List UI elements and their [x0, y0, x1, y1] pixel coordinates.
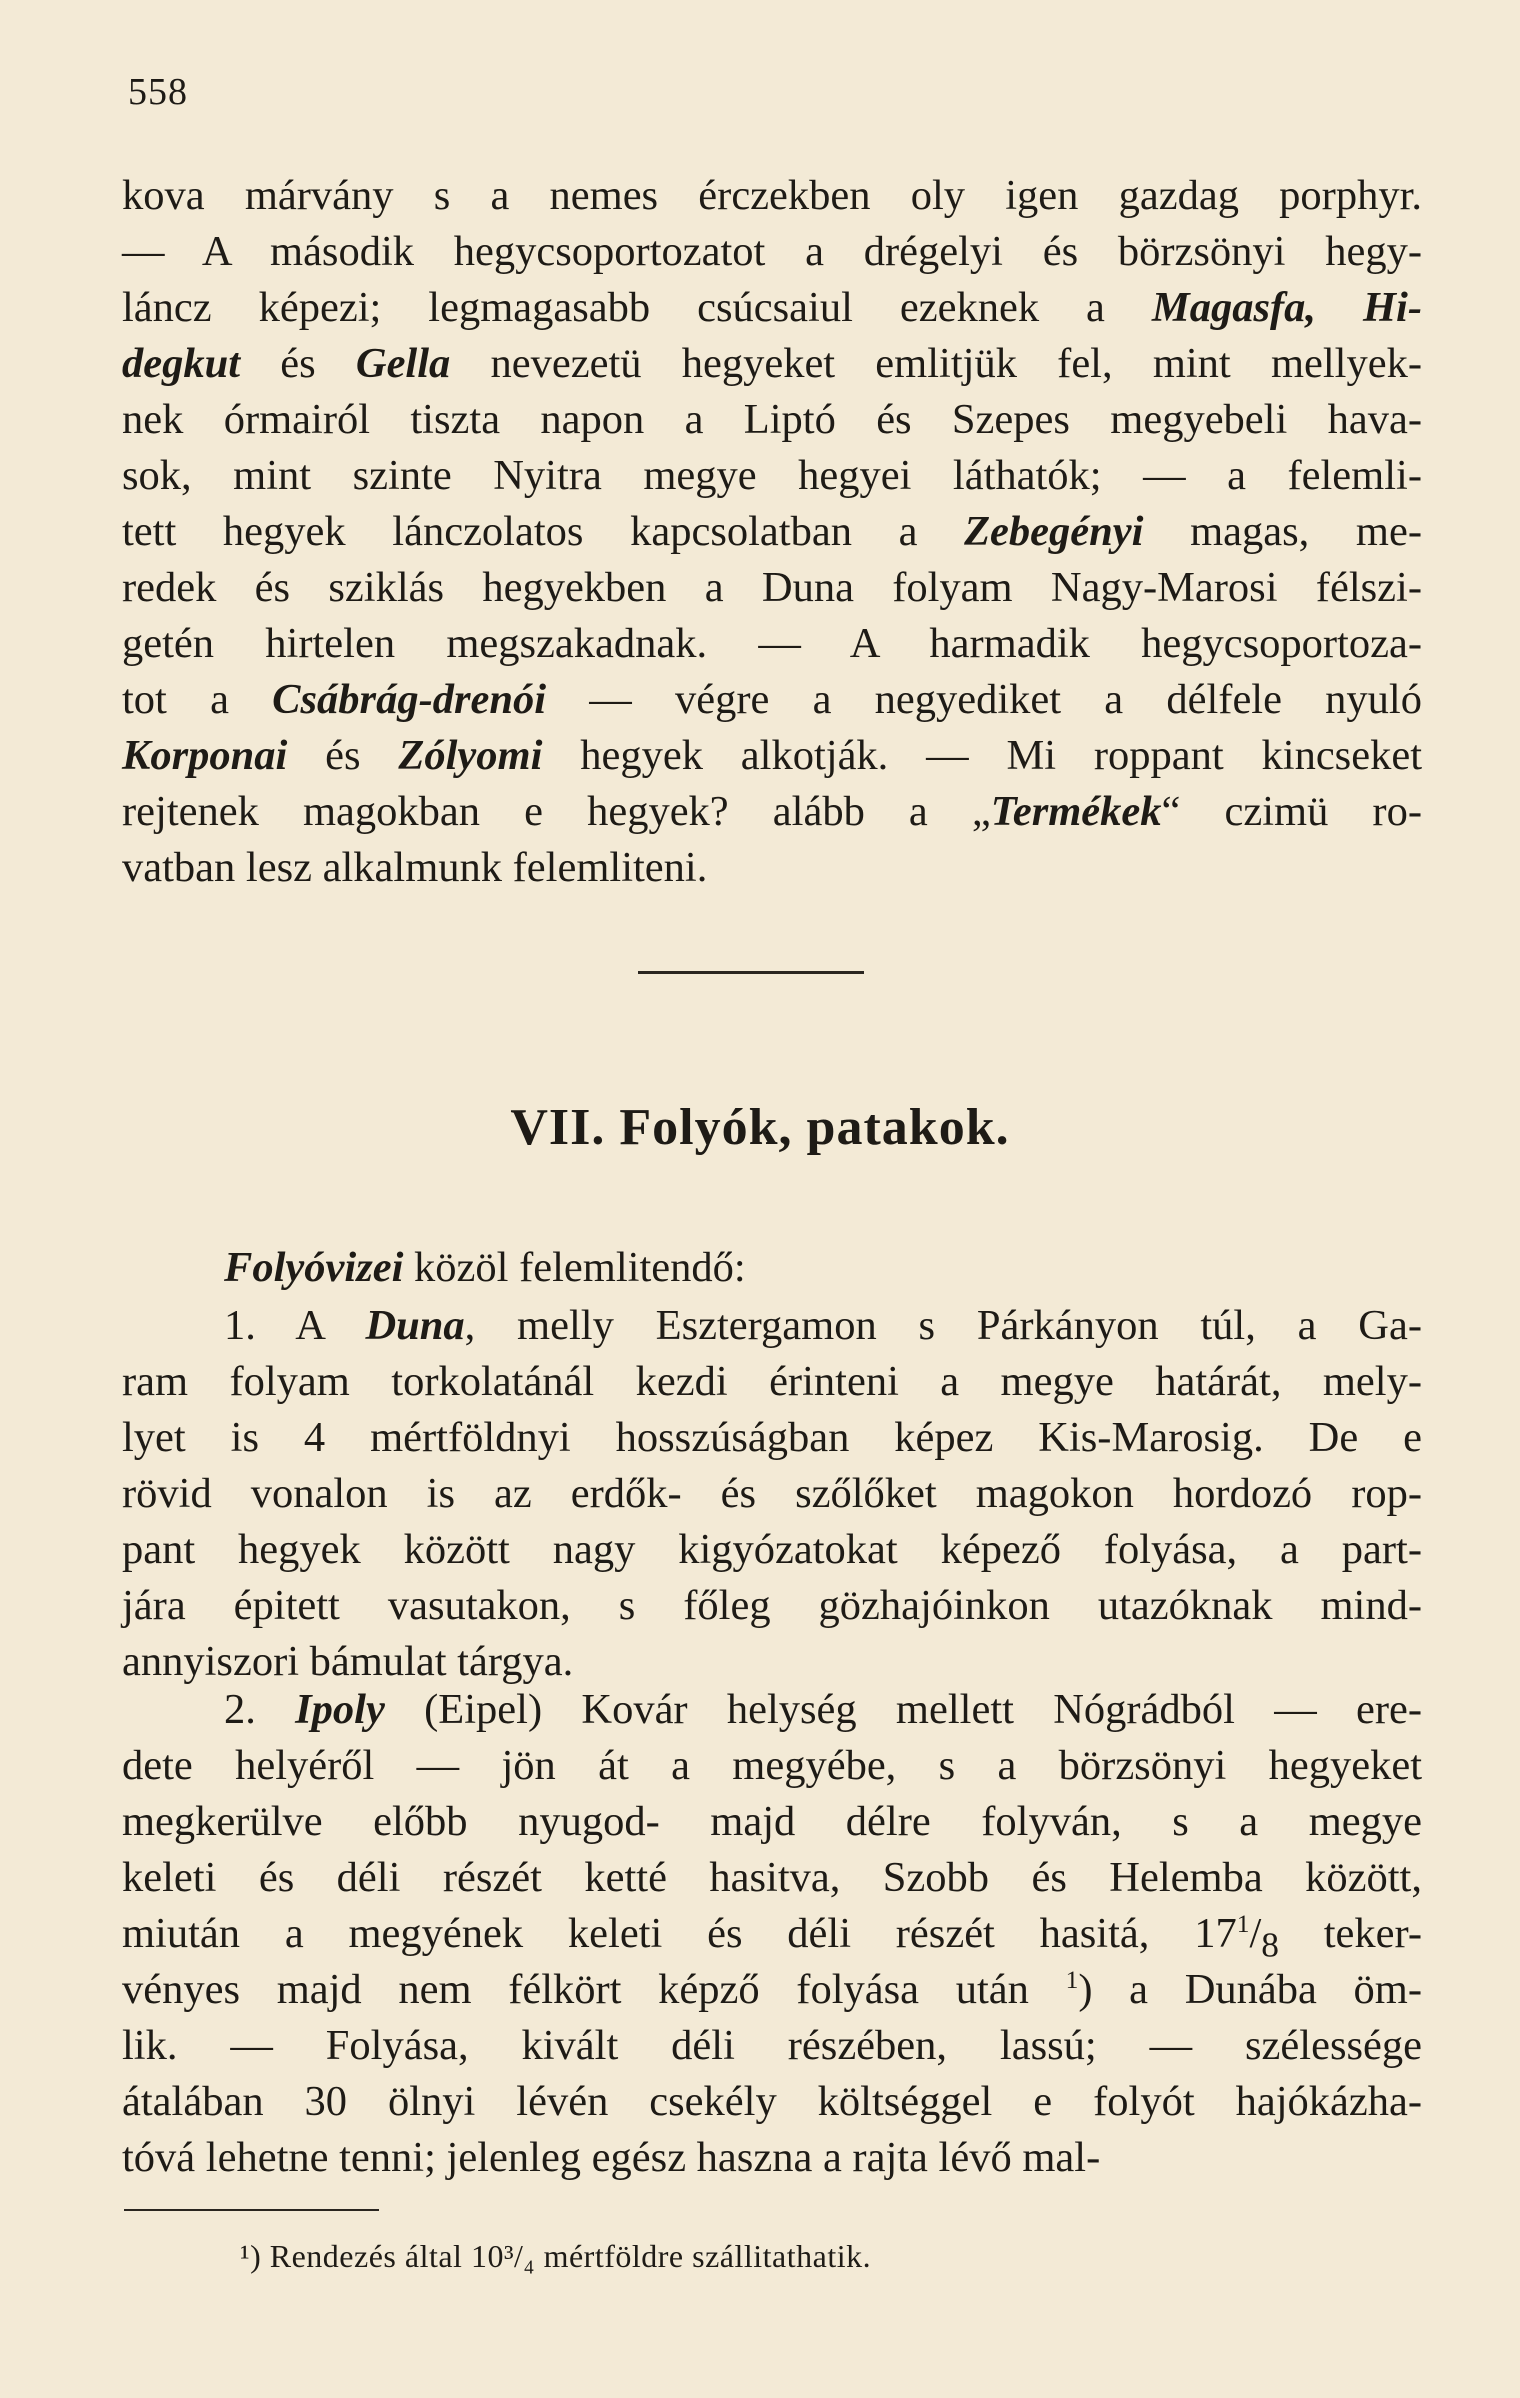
- text-run: (Eipel) Kovár helység mellett Nógrádból — ere-: [384, 1686, 1423, 1733]
- superscript: 1: [1236, 1908, 1250, 1938]
- text-run: hegyek alkotják. — Mi roppant kincseket: [542, 732, 1423, 779]
- text-line: [122, 2018, 1422, 2074]
- footnote-marker: ¹): [240, 2238, 262, 2274]
- text-run: rövid vonalon is az erdők- és szőlőket magokon hordozó rop-: [122, 1470, 1422, 1517]
- italic-term: Folyóvizei: [224, 1244, 404, 1291]
- text-run: ) a Dunába öm-: [1078, 1966, 1423, 2013]
- text-run: “ czimü ro-: [1161, 788, 1422, 835]
- paragraph-duna: [122, 1298, 1422, 1690]
- text-line: [122, 1794, 1422, 1850]
- text-line: [122, 840, 1422, 896]
- text-line: [122, 280, 1422, 336]
- text-line: [122, 1466, 1422, 1522]
- text-line: [122, 560, 1422, 616]
- text-run: 2.: [224, 1686, 296, 1733]
- footnote-divider: [124, 2209, 379, 2211]
- text-line: [122, 672, 1422, 728]
- text-run: redek és sziklás hegyekben a Duna folyam Nagy-Marosi félszi-: [122, 564, 1422, 611]
- superscript: 1: [1065, 1964, 1079, 1994]
- text-line: [122, 1906, 1422, 1965]
- text-line: [122, 168, 1422, 224]
- text-line: [122, 1850, 1422, 1906]
- italic-term: Zólyomi: [398, 732, 543, 779]
- text-line: [122, 1522, 1422, 1578]
- text-run: megkerülve előbb nyugod- majd délre folyván, s a megye: [122, 1798, 1422, 1845]
- text-run: tett hegyek lánczolatos kapcsolatban a: [122, 508, 965, 555]
- text-run: nevezetü hegyeket emlitjük fel, mint mellyek-: [450, 340, 1422, 387]
- text-run: lyet is 4 mértföldnyi hosszúságban képez Kis-Marosig. De e: [122, 1414, 1422, 1461]
- italic-term: Duna: [365, 1302, 465, 1349]
- text-run: vatban lesz alkalmunk felemliteni.: [122, 844, 708, 891]
- text-run: miután a megyének keleti és déli részét hasitá, 17: [122, 1910, 1237, 1957]
- subscript: 8: [1261, 1924, 1279, 1965]
- text-line: [122, 784, 1422, 840]
- text-run: tot a: [122, 676, 273, 723]
- italic-term: Magasfa, Hi-: [1151, 284, 1423, 331]
- italic-term: degkut: [122, 340, 241, 387]
- text-run: keleti és déli részét ketté hasitva, Szobb és Helemba között,: [122, 1854, 1422, 1901]
- italic-term: Zebegényi: [964, 508, 1144, 555]
- text-run: rejtenek magokban e hegyek? alább a „: [122, 788, 991, 835]
- text-line: [122, 1738, 1422, 1794]
- text-run: átalában 30 ölnyi lévén csekély költséggel e folyót hajókázha-: [122, 2078, 1422, 2125]
- text-run: kova márvány s a nemes érczekben oly igen gazdag porphyr.: [122, 172, 1422, 219]
- text-run: annyiszori bámulat tárgya.: [122, 1638, 574, 1685]
- text-run: vényes majd nem félkört képző folyása után: [122, 1966, 1066, 2013]
- text-line: [122, 392, 1422, 448]
- text-run: /: [1249, 1910, 1262, 1957]
- text-run: dete helyéről — jön át a megyébe, s a börzsönyi hegyeket: [122, 1742, 1422, 1789]
- text-run: getén hirtelen megszakadnak. — A harmadik hegycsoportoza-: [122, 620, 1422, 667]
- text-line: [122, 1354, 1422, 1410]
- italic-term: Termékek: [990, 788, 1162, 835]
- text-run: pant hegyek között nagy kigyózatokat képező folyása, a part-: [122, 1526, 1422, 1573]
- text-line: [122, 728, 1422, 784]
- text-run: , melly Esztergamon s Párkányon túl, a Ga-: [464, 1302, 1422, 1349]
- text-run: 1. A: [224, 1302, 366, 1349]
- text-line: [122, 2074, 1422, 2130]
- paragraph-mountains: [122, 168, 1422, 896]
- text-run: lik. — Folyása, kivált déli részében, lassú; — szélessége: [122, 2022, 1422, 2069]
- text-run: magas, me-: [1143, 508, 1422, 555]
- page-number: 558: [128, 71, 188, 113]
- text-line: [122, 336, 1422, 392]
- section-heading: VII. Folyók, patakok.: [510, 1099, 1010, 1156]
- italic-term: Ipoly: [295, 1686, 385, 1733]
- text-line: [122, 448, 1422, 504]
- text-run: sok, mint szinte Nyitra megye hegyei láthatók; — a felemli-: [122, 452, 1422, 499]
- text-run: teker-: [1278, 1910, 1422, 1957]
- section-divider: [638, 971, 864, 974]
- text-line: [122, 224, 1422, 280]
- section-intro: [224, 1240, 746, 1296]
- text-line: [122, 1578, 1422, 1634]
- italic-term: Korponai: [122, 732, 288, 779]
- footnote: [240, 2238, 871, 2275]
- text-run: közöl felemlitendő:: [403, 1244, 746, 1291]
- italic-term: Gella: [355, 340, 451, 387]
- text-run: nek órmairól tiszta napon a Liptó és Szepes megyebeli hava-: [122, 396, 1422, 443]
- text-line: [122, 616, 1422, 672]
- footnote-text: Rendezés által 10³/₄ mértföldre szállitathatik.: [269, 2238, 872, 2274]
- text-run: és: [240, 340, 356, 387]
- text-run: — végre a negyediket a délfele nyuló: [546, 676, 1422, 723]
- text-line: [122, 1962, 1422, 2018]
- text-line: [122, 504, 1422, 560]
- text-run: és: [287, 732, 399, 779]
- text-run: jára épitett vasutakon, s főleg gözhajóinkon utazóknak mind-: [122, 1582, 1422, 1629]
- text-line: [122, 1298, 1422, 1354]
- text-run: ram folyam torkolatánál kezdi érinteni a megye határát, mely-: [122, 1358, 1422, 1405]
- text-line: [122, 1682, 1422, 1738]
- text-run: tóvá lehetne tenni; jelenleg egész haszna a rajta lévő mal-: [122, 2134, 1101, 2181]
- text-run: — A második hegycsoportozatot a drégelyi és börzsönyi hegy-: [122, 228, 1422, 275]
- italic-term: Csábrág-drenói: [272, 676, 547, 723]
- paragraph-ipoly: [122, 1682, 1422, 2186]
- text-run: láncz képezi; legmagasabb csúcsaiul ezeknek a: [122, 284, 1152, 331]
- text-line: [122, 2130, 1422, 2186]
- text-line: [122, 1410, 1422, 1466]
